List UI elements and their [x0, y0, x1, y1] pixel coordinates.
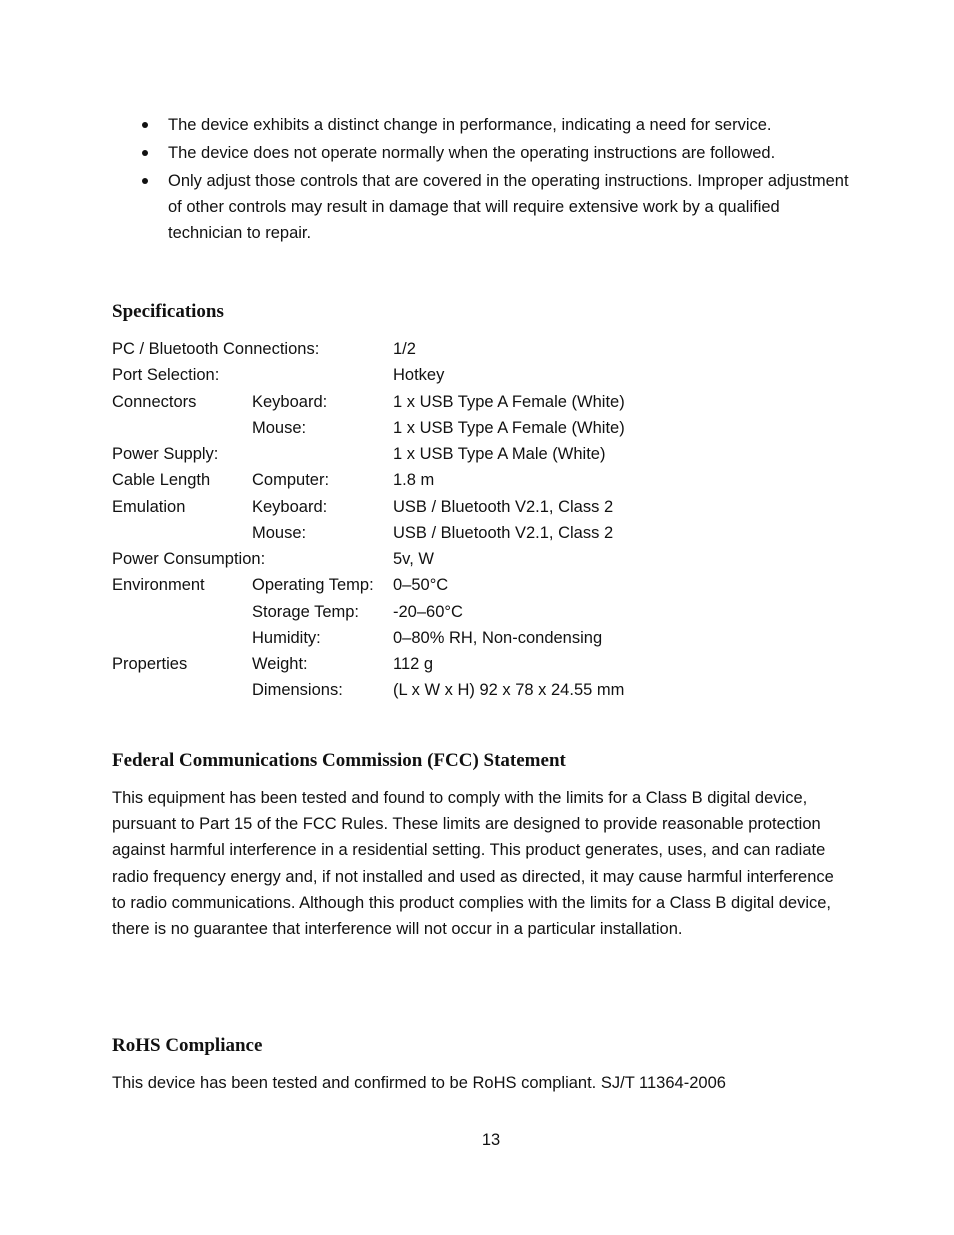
spec-value: 0–50°C: [393, 576, 449, 595]
spec-row: [112, 625, 712, 651]
spec-row: [112, 546, 712, 572]
spec-sublabel: Mouse:: [252, 523, 307, 542]
bullet-icon: [142, 150, 148, 156]
spec-sublabel: Keyboard:: [252, 392, 328, 411]
spec-label: Power Consumption:: [112, 550, 266, 568]
spec-label: Port Selection:: [112, 366, 220, 385]
spec-value: Hotkey: [393, 366, 445, 385]
spec-row: [112, 336, 712, 362]
spec-row: [112, 572, 712, 598]
spec-row: [112, 520, 712, 546]
spec-row: [112, 599, 712, 625]
spec-value: USB / Bluetooth V2.1, Class 2: [393, 523, 614, 542]
bullet-icon: [142, 122, 148, 128]
spec-sublabel: Mouse:: [252, 418, 307, 437]
spec-label: Connectors: [112, 392, 197, 411]
spec-row: [112, 467, 712, 493]
spec-label: Properties: [112, 655, 188, 673]
spec-value: 1 x USB Type A Female (White): [393, 392, 625, 411]
page-number: 13: [481, 1131, 501, 1149]
rohs-heading: RoHS Compliance: [112, 1035, 263, 1056]
fcc-statement-text: This equipment has been tested and found to comply with the limits for a Class B digital device, pursuant to Part 15 of the FCC Rules. These limits are designed to provide reasonable protection against harmful interference in a residential setting. This product generates, uses, and can radiate radio frequency energy and, if not installed and used as directed, it may cause harmful interference to radio communications. Although this product complies with the limits for a Class B digital device, there is no guarantee that interference will not occur in a particular installation.: [112, 789, 834, 939]
list-item: [112, 168, 852, 246]
spec-sublabel: Weight:: [252, 655, 308, 673]
spec-value: 1.8 m: [393, 471, 435, 490]
list-item-text: The device does not operate normally when the operating instructions are followed.: [168, 144, 776, 162]
spec-row: [112, 677, 712, 703]
list-item: [112, 112, 852, 138]
spec-row: [112, 441, 712, 467]
spec-row: [112, 651, 712, 677]
specifications-table: [112, 336, 712, 704]
spec-row: [112, 362, 712, 388]
bullet-icon: [142, 178, 148, 184]
spec-row: [112, 389, 712, 415]
spec-value: 5v, W: [393, 550, 434, 568]
spec-value: 1 x USB Type A Male (White): [393, 445, 606, 463]
spec-value: USB / Bluetooth V2.1, Class 2: [393, 497, 614, 516]
list-item-text: Only adjust those controls that are covered in the operating instructions. Improper adjustment of other controls may result in damage that will require extensive work by a qualified technician to repair.: [168, 172, 849, 242]
spec-label: PC / Bluetooth Connections:: [112, 340, 320, 358]
spec-sublabel: Keyboard:: [252, 497, 328, 516]
list-item: [112, 140, 852, 166]
spec-value: 1 x USB Type A Female (White): [393, 418, 625, 437]
spec-label: Emulation: [112, 497, 186, 516]
spec-value: 0–80% RH, Non-condensing: [393, 628, 603, 647]
spec-value: 1/2: [393, 340, 416, 358]
spec-label: Power Supply:: [112, 445, 219, 463]
spec-sublabel: Storage Temp:: [252, 602, 360, 621]
spec-value: (L x W x H) 92 x 78 x 24.55 mm: [393, 681, 625, 700]
spec-row: [112, 415, 712, 441]
spec-sublabel: Dimensions:: [252, 681, 343, 700]
spec-row: [112, 494, 712, 520]
specifications-heading: Specifications: [112, 301, 224, 322]
list-item-text: The device exhibits a distinct change in performance, indicating a need for service.: [168, 116, 772, 134]
service-conditions-list: [112, 112, 852, 248]
spec-label: Cable Length: [112, 471, 211, 490]
spec-value: -20–60°C: [393, 602, 463, 621]
spec-value: 112 g: [393, 655, 434, 673]
spec-label: Environment: [112, 576, 205, 595]
spec-sublabel: Operating Temp:: [252, 576, 374, 595]
spec-sublabel: Computer:: [252, 471, 330, 490]
fcc-heading: Federal Communications Commission (FCC) Statement: [112, 750, 566, 771]
spec-sublabel: Humidity:: [252, 628, 321, 647]
rohs-statement-text: This device has been tested and confirmed to be RoHS compliant. SJ/T 11364-2006: [112, 1074, 726, 1092]
